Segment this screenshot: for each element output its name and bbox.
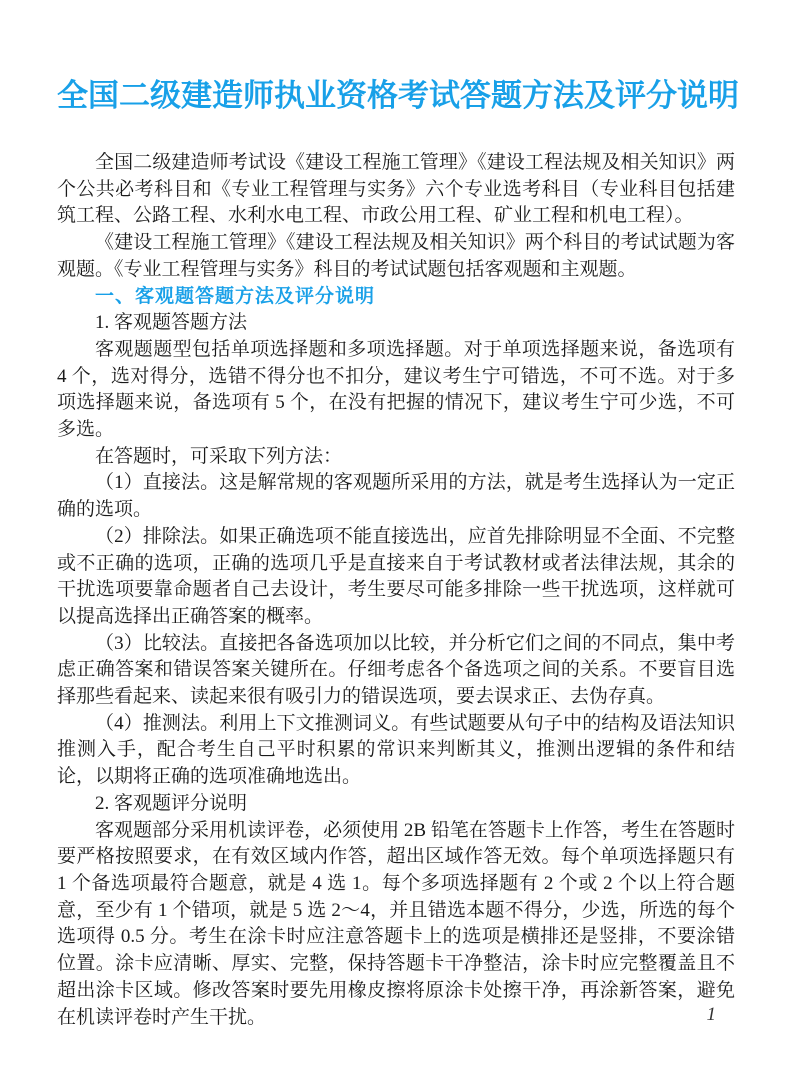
paragraph-methods-lead: 在答题时，可采取下列方法： bbox=[95, 445, 343, 467]
list-item-method-comparison: （3）比较法。直接把各备选项加以比较，并分析它们之间的不同点，集中考虑正确答案和错误答案关键所在。仔细考虑各个备选项之间的关系。不要盲目选择那些看起来、读起来很有吸引力的错误选项，要去误求正、去伪存真。 bbox=[57, 632, 735, 708]
sub-heading-answer-methods: 1. 客观题答题方法 bbox=[95, 312, 248, 334]
document-body bbox=[57, 150, 735, 1031]
paragraph-intro-2: 《建设工程施工管理》《建设工程法规及相关知识》两个科目的考试试题为客观题。《专业工程管理与实务》科目的考试试题包括客观题和主观题。 bbox=[57, 232, 735, 280]
section-heading-objective-questions: 一、客观题答题方法及评分说明 bbox=[95, 285, 376, 307]
list-item-method-inference: （4）推测法。利用上下文推测词义。有些试题要从句子中的结构及语法知识推测入手，配合考生自己平时积累的常识来判断其义，推测出逻辑的条件和结论，以期将正确的选项准确地选出。 bbox=[57, 712, 735, 788]
paragraph-intro-1: 全国二级建造师考试设《建设工程施工管理》《建设工程法规及相关知识》两个公共必考科目和《专业工程管理与实务》六个专业选考科目（专业科目包括建筑工程、公路工程、水利水电工程、市政公用工程、矿业工程和机电工程）。 bbox=[57, 152, 735, 227]
list-item-method-elimination: （2）排除法。如果正确选项不能直接选出，应首先排除明显不全面、不完整或不正确的选项，正确的选项几乎是直接来自于考试教材或者法律法规，其余的干扰选项要靠命题者自己去设计，考生要尽可能多排除一些干扰选项，这样就可以提高选择出正确答案的概率。 bbox=[57, 525, 735, 627]
page-title: 全国二级建造师执业资格考试答题方法及评分说明 bbox=[57, 78, 739, 113]
sub-heading-scoring-notes: 2. 客观题评分说明 bbox=[95, 792, 248, 814]
page-number: 1 bbox=[706, 1004, 716, 1025]
list-item-method-direct: （1）直接法。这是解常规的客观题所采用的方法，就是考生选择认为一定正确的选项。 bbox=[57, 472, 735, 521]
paragraph-methods-overview: 客观题题型包括单项选择题和多项选择题。对于单项选择题来说，备选项有 4 个，选对得分，选错不得分也不扣分，建议考生宁可错选，不可不选。对于多项选择题来说，备选项有 5 个，在没有把握的情况下，建议考生宁可少选，不可多选。 bbox=[57, 338, 735, 441]
paragraph-scoring: 客观题部分采用机读评卷，必须使用 2B 铅笔在答题卡上作答，考生在答题时要严格按照要求，在有效区域内作答，超出区域作答无效。每个单项选择题只有 1 个备选项最符合题意，就是 4 选 1。每个多项选择题有 2 个或 2 个以上符合题意，至少有 1 个错项，就是 5 选 2～4，并且错选本题不得分，少选，所选的每个选项得 0.5 分。考生在涂卡时应注意答题卡上的选项是横排还是竖排，不要涂错位置。涂卡应清晰、厚实、完整，保持答题卡干净整洁，涂卡时应完整覆盖且不超出涂卡区域。修改答案时要先用橡皮擦将原涂卡处擦干净，再涂新答案，避免在机读评卷时产生干扰。 bbox=[57, 819, 735, 1028]
